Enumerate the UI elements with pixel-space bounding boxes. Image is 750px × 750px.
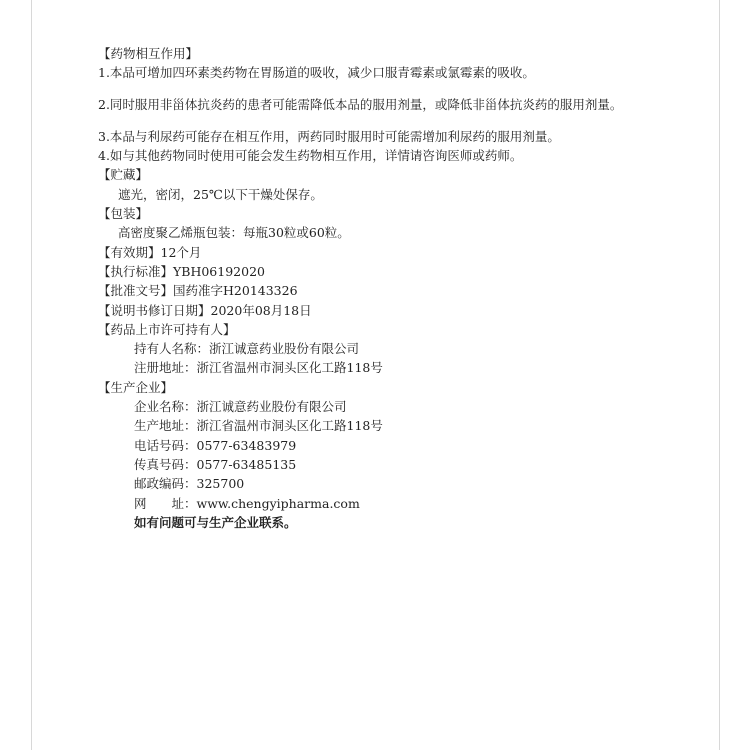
mah-address-line <box>98 358 658 377</box>
manufacturer-fax-value: 0577-63485135 <box>196 456 297 472</box>
interaction-item-3: 3.本品与利尿药可能存在相互作用，两药同时服用时可能需增加利尿药的服用剂量。 <box>98 128 560 144</box>
manufacturer-website-label: 网 址： <box>134 495 197 511</box>
manufacturer-fax-line <box>98 455 658 474</box>
standard-value: YBH06192020 <box>173 263 265 279</box>
standard-line <box>98 262 658 281</box>
approval-value: 国药准字H20143326 <box>173 283 298 299</box>
interaction-item-4: 4.如与其他药物同时使用可能会发生药物相互作用，详情请咨询医师或药师。 <box>98 148 523 164</box>
mah-address-value: 浙江省温州市洞头区化工路118号 <box>196 360 383 376</box>
manufacturer-postcode-line <box>98 474 658 493</box>
package-heading: 【包装】 <box>98 206 149 222</box>
approval-line <box>98 281 658 300</box>
mah-holder-label: 持有人名称： <box>134 341 210 357</box>
manufacturer-address-line <box>98 416 658 435</box>
revision-label: 【说明书修订日期】 <box>98 302 211 318</box>
manufacturer-phone-label: 电话号码： <box>134 437 197 453</box>
mah-heading: 【药品上市许可持有人】 <box>98 321 236 337</box>
mah-holder-value: 浙江诚意药业股份有限公司 <box>209 341 360 357</box>
manufacturer-heading: 【生产企业】 <box>98 379 174 395</box>
manufacturer-fax-label: 传真号码： <box>134 456 197 472</box>
interaction-item-1: 1.本品可增加四环素类药物在胃肠道的吸收，减少口服青霉素或氯霉素的吸收。 <box>98 65 535 81</box>
manufacturer-postcode-label: 邮政编码： <box>134 476 197 492</box>
manufacturer-phone-line <box>98 436 658 455</box>
validity-line <box>98 243 658 262</box>
page-border-left <box>31 0 32 750</box>
validity-label: 【有效期】 <box>98 244 161 260</box>
revision-value: 2020年08月18日 <box>210 302 312 318</box>
package-insert-page <box>98 44 658 532</box>
storage-text: 遮光，密闭，25℃以下干燥处保存。 <box>118 186 323 202</box>
validity-value: 12个月 <box>160 244 202 260</box>
manufacturer-name-value: 浙江诚意药业股份有限公司 <box>196 399 347 415</box>
manufacturer-website-value: www.chengyipharma.com <box>196 495 360 511</box>
manufacturer-website-line <box>98 494 658 513</box>
manufacturer-address-value: 浙江省温州市洞头区化工路118号 <box>196 418 383 434</box>
package-text: 高密度聚乙烯瓶包装：每瓶30粒或60粒。 <box>118 225 350 241</box>
manufacturer-address-label: 生产地址： <box>134 418 197 434</box>
standard-label: 【执行标准】 <box>98 263 174 279</box>
mah-address-label: 注册地址： <box>134 360 197 376</box>
interaction-item-2: 2.同时服用非甾体抗炎药的患者可能需降低本品的服用剂量，或降低非甾体抗炎药的服用剂量。 <box>98 97 623 113</box>
manufacturer-phone-value: 0577-63483979 <box>196 437 297 453</box>
interactions-heading: 【药物相互作用】 <box>98 46 199 61</box>
manufacturer-name-line <box>98 397 658 416</box>
revision-line <box>98 301 658 320</box>
mah-holder-line <box>98 339 658 358</box>
page-border-right <box>719 0 720 750</box>
manufacturer-contact-note: 如有问题可与生产企业联系。 <box>134 514 297 530</box>
approval-label: 【批准文号】 <box>98 283 174 299</box>
storage-heading: 【贮藏】 <box>98 167 149 183</box>
manufacturer-name-label: 企业名称： <box>134 399 197 415</box>
manufacturer-postcode-value: 325700 <box>196 476 245 492</box>
